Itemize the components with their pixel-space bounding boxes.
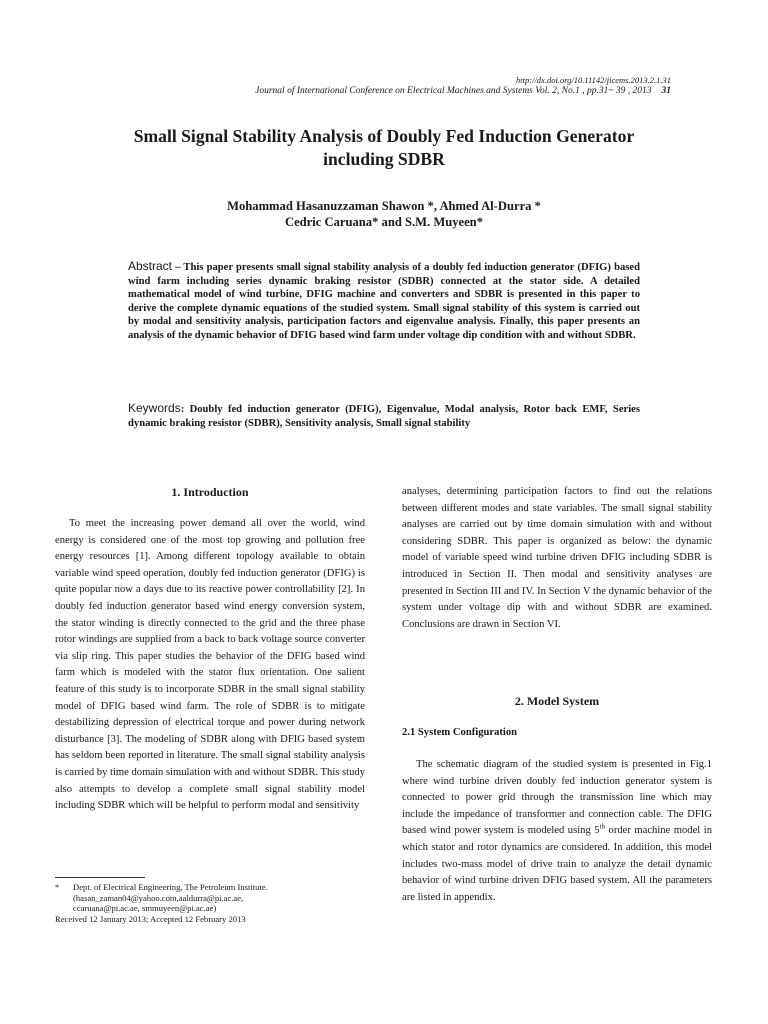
authors-line-2: Cedric Caruana* and S.M. Muyeen* [284,215,483,229]
left-column [55,516,365,815]
system-config-text-1: The schematic diagram of the studied system is presented in Fig.1 where wind turbine driven doubly fed induction generator system is connected to power grid through the transmission line which may include the impedance of transformer and connection cable. The DFIG based wind power system is modeled using 5 [402,759,712,837]
section-1-heading: 1. Introduction [171,485,249,499]
subsection-2-1-heading: 2.1 System Configuration [402,727,518,738]
received-date: Received 12 January 2013; Accepted 12 February 2013 [55,913,246,924]
right-column-top [402,484,712,633]
introduction-paragraph-continued: analyses, determining participation factors to find out the relations between different modes and state variables. The small signal stability analyses are carried out by time domain simulation with and without considering SDBR. This paper is organized as below: the dynamic model of variable speed wind turbine driven DFIG including SDBR is introduced in Section II. Then modal and sensitivity analyses are presented in Section III and IV. In Section V the dynamic behavior of the system under voltage dip with and without SDBR are examined. Conclusions are drawn in Section VI. [402,486,712,630]
superscript-th: th [599,822,606,831]
section-2-heading: 2. Model System [514,694,600,708]
doi-link[interactable]: http://dx.doi.org/10.11142/jicems.2013.2.1.31 [516,75,671,85]
system-configuration-paragraph [402,757,712,906]
keywords-text: : Doubly fed induction generator (DFIG), Eigenvalue, Modal analysis, Rotor back EMF, Series dynamic braking resistor (SDBR), Sensitivity analysis, Small signal stability [128,404,640,429]
title-line-1: Small Signal Stability Analysis of Doubly Fed Induction Generator [133,126,635,146]
authors [60,198,708,230]
footnote-line-2: (hasan_zaman04@yahoo.com,aaldurra@pi.ac.ae, [73,892,244,903]
footnote-rule [55,877,145,878]
keywords-label: Keywords [128,401,181,415]
journal-header [255,86,671,96]
page-number: 31 [661,86,671,96]
footnote-line-1: Dept. of Electrical Engineering, The Petroleum Institute. [73,882,268,892]
paper-title [60,125,708,171]
footnote-mark: * [55,882,60,892]
title-line-2: including SDBR [323,149,445,169]
abstract-text: – This paper presents small signal stability analysis of a doubly fed induction generator (DFIG) based wind farm including series dynamic braking resistor (SDBR) connected at the stator side. A detailed mathematical model of wind turbine, DFIG machine and converters and SDBR is presented in this paper to derive the complete dynamic equations of the studied system. Small signal stability of this system is carried out by modal and sensitivity analysis, participation factors and eigenvalue analysis. Finally, this paper presents an analysis of the dynamic behavior of DFIG based wind farm under voltage dip condition with and without SDBR. [128,262,640,341]
journal-citation: Journal of International Conference on Electrical Machines and Systems Vol. 2, No.1 , pp.31~ 39 , 2013 [255,86,652,96]
introduction-paragraph: To meet the increasing power demand all over the world, wind energy is considered one of the most top growing and pollution free energy resources [1]. Among different topology available to obtain variable wind speed operation, doubly fed induction generator (DFIG) is quite popular now a days due to its reactive power controllability [2]. In doubly fed induction generator based wind energy conversion system, the stator winding is directly connected to the grid and the three phase rotor windings are supplied from a back to back voltage source converter via slip ring. This paper studies the behavior of the DFIG based wind farm which is modeled with the stator flux orientation. One salient feature of this study is to incorporate SDBR in the small signal stability model of DFIG based wind farm. The role of SDBR is to mitigate destabilizing depression of electrical torque and power during network disturbance [3]. The modeling of SDBR along with DFIG based system has seldom been reported in literature. The small signal stability analysis is carried by time domain simulation with and without SDBR. This study also attempts to develop a complete small signal stability model including SDBR which will be helpful to perform modal and sensitivity [55,518,365,812]
footnote [55,882,365,924]
abstract-label: Abstract [128,259,173,273]
authors-line-1: Mohammad Hasanuzzaman Shawon *, Ahmed Al-Durra * [227,199,541,213]
abstract [128,260,640,342]
footnote-line-3: ccaruana@pi.ac.ae, smmuyeen@pi.ac.ae) [73,903,217,913]
footnote-affiliation [55,882,365,914]
keywords [128,401,640,431]
system-config-text-2: order machine model in which stator and rotor dynamics are considered. In addition, this model includes two-mass model of drive train to analyze the detail dynamic behavior of wind turbine driven DFIG based system. All the parameters are listed in appendix. [402,825,712,903]
